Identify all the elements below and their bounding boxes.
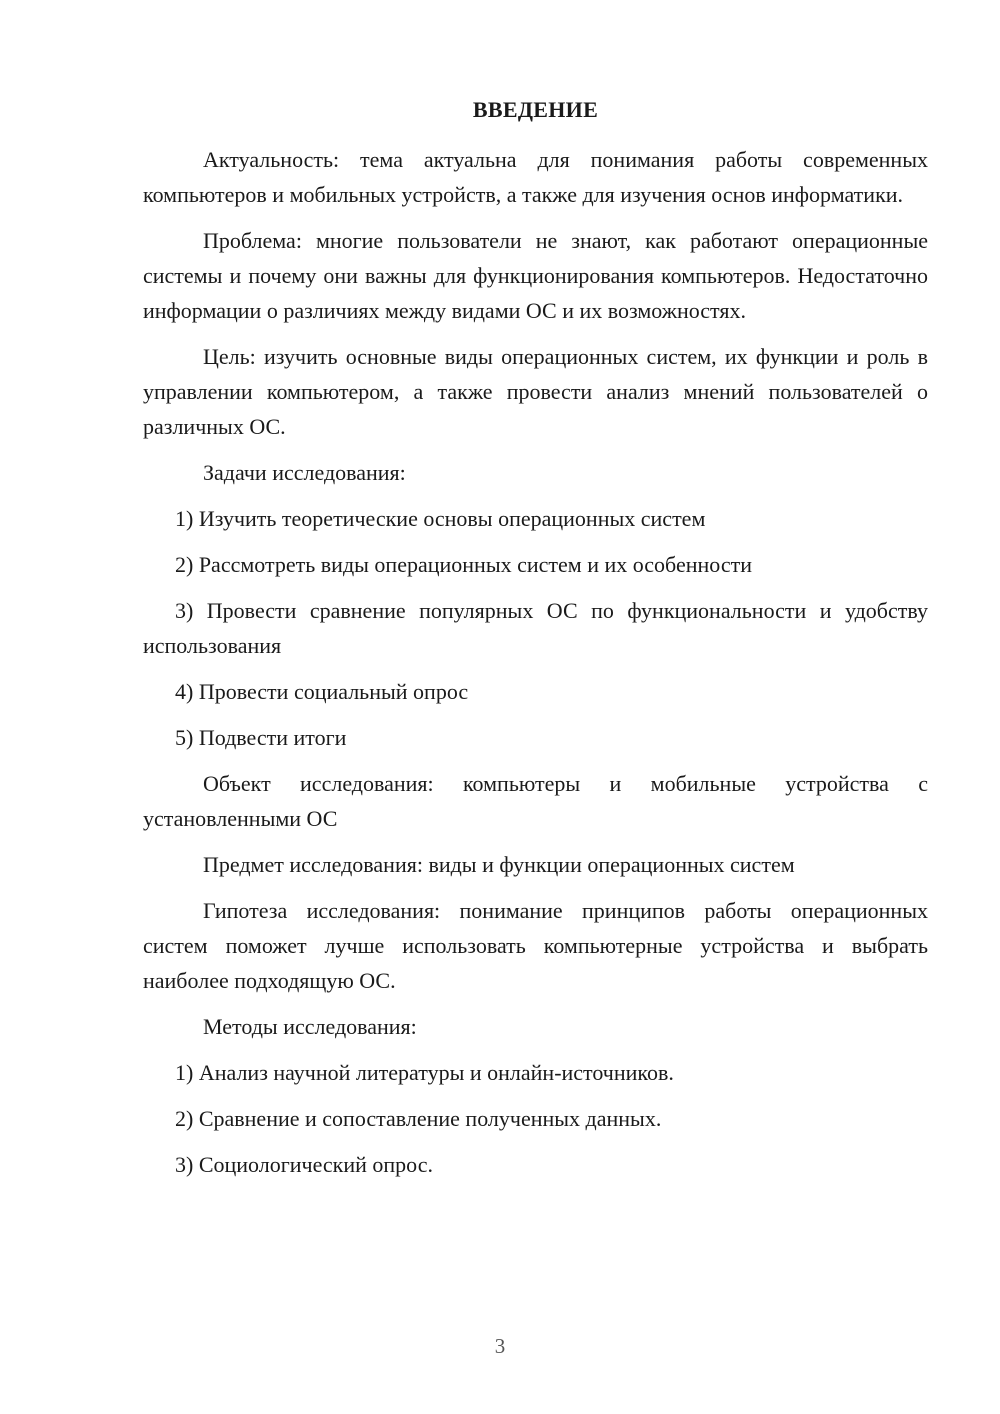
object-paragraph: Объект исследования: компьютеры и мобильные устройства с установленными ОС <box>143 771 928 831</box>
page-number: 3 <box>494 1334 506 1358</box>
document-page <box>143 92 928 1193</box>
task-item-1: 1) Изучить теоретические основы операционных систем <box>175 506 706 531</box>
problem-paragraph: Проблема: многие пользователи не знают, как работают операционные системы и почему они важны для функционирования компьютеров. Недостаточно информации о различиях между видами ОС и их возможностях. <box>143 228 928 323</box>
method-item-2: 2) Сравнение и сопоставление полученных данных. <box>175 1106 662 1131</box>
methods-heading: Методы исследования: <box>203 1014 417 1039</box>
method-item-3: 3) Социологический опрос. <box>175 1152 433 1177</box>
relevance-paragraph: Актуальность: тема актуальна для понимания работы современных компьютеров и мобильных устройств, а также для изучения основ информатики. <box>143 147 928 207</box>
section-title: ВВЕДЕНИЕ <box>472 97 599 122</box>
task-item-5: 5) Подвести итоги <box>175 725 347 750</box>
goal-paragraph: Цель: изучить основные виды операционных систем, их функции и роль в управлении компьютером, а также провести анализ мнений пользователей о различных ОС. <box>143 344 928 439</box>
tasks-heading: Задачи исследования: <box>203 460 406 485</box>
task-item-3: 3) Провести сравнение популярных ОС по функциональности и удобству использования <box>143 598 928 658</box>
method-item-1: 1) Анализ научной литературы и онлайн-источников. <box>175 1060 674 1085</box>
task-item-2: 2) Рассмотреть виды операционных систем и их особенности <box>175 552 752 577</box>
hypothesis-paragraph: Гипотеза исследования: понимание принципов работы операционных систем поможет лучше использовать компьютерные устройства и выбрать наиболее подходящую ОС. <box>143 898 928 993</box>
subject-paragraph: Предмет исследования: виды и функции операционных систем <box>203 852 795 877</box>
task-item-4: 4) Провести социальный опрос <box>175 679 469 704</box>
